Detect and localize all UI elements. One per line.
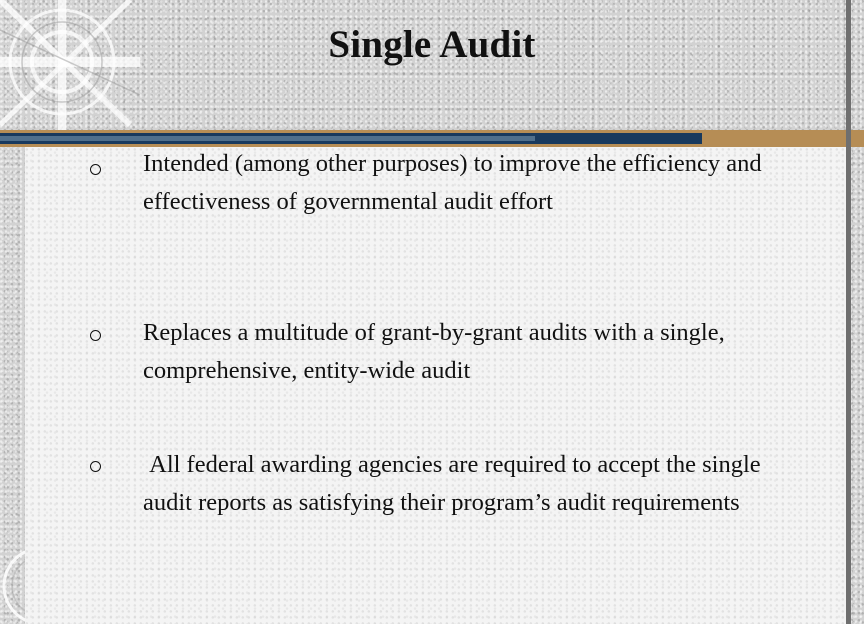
bullet-text: Intended (among other purposes) to improve the efficiency and effectiveness of governmental audit effort (143, 150, 768, 215)
slide-title: Single Audit (328, 23, 536, 66)
bullet-text: Replaces a multitude of grant-by-grant audits with a single, comprehensive, entity-wide audit (143, 319, 731, 384)
bullet-text: All federal awarding agencies are required to accept the single audit reports as satisfying their program’s audit requirements (143, 451, 767, 516)
hollow-circle-bullet-icon (90, 330, 101, 341)
hollow-circle-bullet-icon (90, 164, 101, 175)
hollow-circle-bullet-icon (90, 461, 101, 472)
